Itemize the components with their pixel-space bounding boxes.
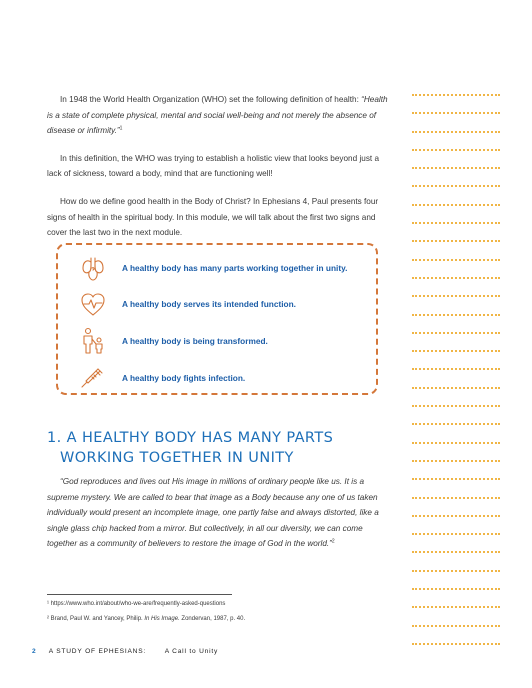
book-title: A STUDY OF EPHESIANS: xyxy=(48,648,147,655)
heading-line-1: 1. A HEALTHY BODY HAS MANY PARTS xyxy=(47,430,334,446)
dotted-note-line xyxy=(412,332,500,350)
dotted-note-line xyxy=(412,94,500,112)
dotted-note-line xyxy=(412,515,500,533)
dotted-note-line xyxy=(412,497,500,515)
sign-label: A healthy body serves its intended function. xyxy=(122,299,296,309)
dotted-note-line xyxy=(412,185,500,203)
block-quote xyxy=(47,474,389,552)
dotted-note-line xyxy=(412,643,500,661)
dotted-note-line xyxy=(412,368,500,386)
dotted-note-line xyxy=(412,570,500,588)
heading-line-2: WORKING TOGETHER IN UNITY xyxy=(60,450,294,466)
sign-item-transformed xyxy=(58,326,376,356)
dotted-note-line xyxy=(412,442,500,460)
footnote-2-title: In His Image. xyxy=(144,616,180,622)
dotted-note-line xyxy=(412,350,500,368)
sign-label: A healthy body is being transformed. xyxy=(122,336,268,346)
sign-label: A healthy body fights infection. xyxy=(122,373,246,383)
dotted-note-line xyxy=(412,625,500,643)
dotted-note-line xyxy=(412,423,500,441)
quote-paragraph xyxy=(47,474,389,552)
dotted-note-line xyxy=(412,606,500,624)
paragraph-holistic: In this definition, the WHO was trying to establish a holistic view that looks beyond just a lack of sickness, toward a body, mind that are functioning well! xyxy=(47,153,380,179)
organs-icon xyxy=(78,253,108,283)
footnote-ref-2: 2 xyxy=(331,538,335,545)
dotted-note-line xyxy=(412,222,500,240)
dotted-note-line xyxy=(412,551,500,569)
dotted-note-line xyxy=(412,149,500,167)
dotted-note-line xyxy=(412,588,500,606)
dotted-note-line xyxy=(412,533,500,551)
footnote-2-publisher: Zondervan, 1987, p. 40. xyxy=(181,616,246,622)
paragraph-text: In 1948 the World Health Organization (WHO) set the following definition of health: xyxy=(60,95,359,104)
footnote-ref-1: 1 xyxy=(119,125,123,132)
page-footer xyxy=(32,648,218,655)
dotted-note-line xyxy=(412,167,500,185)
sign-item-unity xyxy=(58,253,376,283)
heart-pulse-icon xyxy=(78,289,108,319)
dotted-note-line xyxy=(412,405,500,423)
dotted-note-line xyxy=(412,240,500,258)
sign-item-function xyxy=(58,289,376,319)
footnote-divider xyxy=(47,594,232,595)
dotted-note-line xyxy=(412,204,500,222)
dotted-note-line xyxy=(412,112,500,130)
book-subtitle: A Call to Unity xyxy=(164,648,219,655)
footnote-1: ¹ https://www.who.int/about/who-we-are/frequently-asked-questions xyxy=(47,601,226,607)
paragraph-who-definition xyxy=(47,92,389,139)
section-heading xyxy=(47,428,367,468)
page-number: 2 xyxy=(32,648,37,655)
footnote-2 xyxy=(47,616,245,622)
parent-child-icon xyxy=(78,326,108,356)
signs-callout-box xyxy=(56,243,378,395)
dotted-note-line xyxy=(412,478,500,496)
dotted-note-line xyxy=(412,131,500,149)
quote-text: “God reproduces and lives out His image in millions of ordinary people like us. It is a supreme mystery. We are called to bear that image as a Body because any one of us taken individually would present an incomplete image, one partly false and always distorted, like a single glass chip hacked from a mirror. But collectively, in all our diversity, we can come together as a community of believers to restore the image of God in the world.” xyxy=(47,477,379,549)
dotted-note-line xyxy=(412,460,500,478)
dotted-note-line xyxy=(412,314,500,332)
who-quote: “Health is a state of complete physical, mental and social well-being and not merely the absence of disease or infirmity.” xyxy=(47,95,388,136)
sign-item-infection xyxy=(58,363,376,393)
dotted-note-line xyxy=(412,259,500,277)
sign-label: A healthy body has many parts working together in unity. xyxy=(122,263,348,273)
note-lines xyxy=(412,94,504,661)
syringe-icon xyxy=(78,363,108,393)
dotted-note-line xyxy=(412,277,500,295)
dotted-note-line xyxy=(412,387,500,405)
footnote-2-authors: ² Brand, Paul W. and Yancey, Philip. xyxy=(47,616,143,622)
dotted-note-line xyxy=(412,295,500,313)
body-text xyxy=(47,92,389,253)
paragraph-four-signs: How do we define good health in the Body of Christ? In Ephesians 4, Paul presents four signs of health in the spiritual body. In this module, we will talk about the first two signs and cover the last two in the next module. xyxy=(47,196,379,238)
